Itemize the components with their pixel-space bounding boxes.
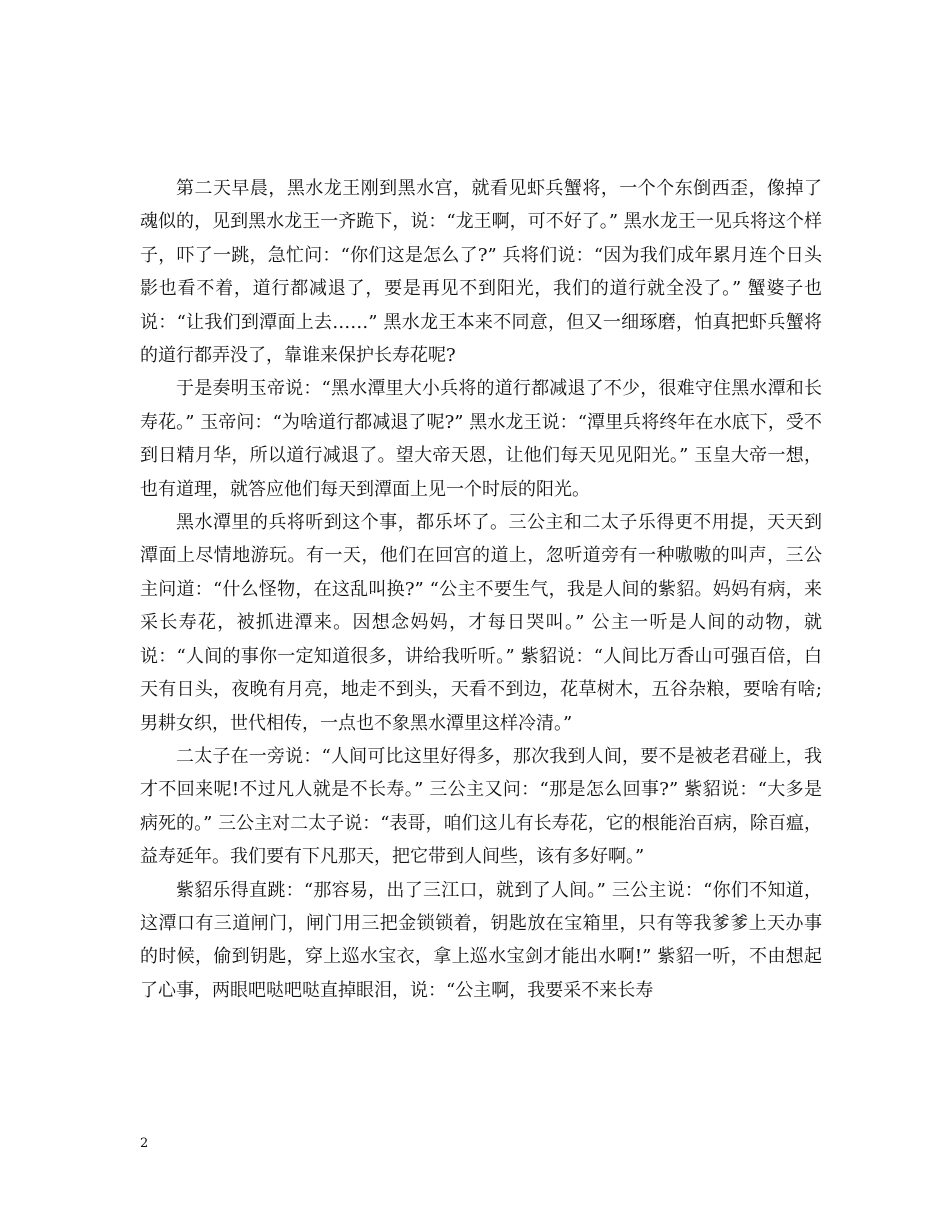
paragraph-3: 黑水潭里的兵将听到这个事，都乐坏了。三公主和二太子乐得更不用提，天天到潭面上尽情地游玩。有一天，他们在回宫的道上，忽听道旁有一种嗷嗷的叫声，三公主问道：“什么怪物，在这乱叫换?” “公主不要生气，我是人间的紫貂。妈妈有病，来采长寿花，被抓进潭来。因想念妈妈，才每日哭叫。” 公主一听是人间的动物，就说：“人间的事你一定知道很多，讲给我听听。” 紫貂说：“人间比万香山可强百倍，白天有日头，夜晚有月亮，地走不到头，天看不到边，花草树木，五谷杂粮，要啥有啥;男耕女织，世代相传，一点也不象黑水潭里这样冷清。” bbox=[140, 512, 822, 734]
page-number: 2 bbox=[140, 1136, 149, 1151]
body-text bbox=[140, 172, 822, 1007]
paragraph-1: 第二天早晨，黑水龙王刚到黑水宫，就看见虾兵蟹将，一个个东倒西歪，像掉了魂似的，见到黑水龙王一齐跪下，说：“龙王啊，可不好了。” 黑水龙王一见兵将这个样子，吓了一跳，急忙问：“你们这是怎么了?” 兵将们说：“因为我们成年累月连个日头影也看不着，道行都减退了，要是再见不到阳光，我们的道行就全没了。” 蟹婆子也说：“让我们到潭面上去……” 黑水龙王本来不同意，但又一细琢磨，怕真把虾兵蟹将的道行都弄没了，靠谁来保护长寿花呢? bbox=[140, 178, 822, 367]
paragraph-2: 于是奏明玉帝说：“黑水潭里大小兵将的道行都减退了不少，很难守住黑水潭和长寿花。” 玉帝问：“为啥道行都减退了呢?” 黑水龙王说：“潭里兵将终年在水底下，受不到日精月华，所以道行减退了。望大帝天恩，让他们每天见见阳光。” 玉皇大帝一想，也有道理，就答应他们每天到潭面上见一个时辰的阳光。 bbox=[140, 378, 822, 500]
paragraph-5: 紫貂乐得直跳：“那容易，出了三江口，就到了人间。” 三公主说：“你们不知道，这潭口有三道闸门，闸门用三把金锁锁着，钥匙放在宝箱里，只有等我爹爹上天办事的时候，偷到钥匙，穿上巡水宝衣，拿上巡水宝剑才能出水啊!” 紫貂一听，不由想起了心事，两眼吧哒吧哒直掉眼泪，说：“公主啊，我要采不来长寿 bbox=[140, 879, 822, 1001]
paragraph-4: 二太子在一旁说：“人间可比这里好得多，那次我到人间，要不是被老君碰上，我才不回来呢!不过凡人就是不长寿。” 三公主又问：“那是怎么回事?” 紫貂说：“大多是病死的。” 三公主对二太子说：“表哥，咱们这儿有长寿花，它的根能治百病，除百瘟，益寿延年。我们要有下凡那天，把它带到人间些，该有多好啊。” bbox=[140, 745, 822, 868]
